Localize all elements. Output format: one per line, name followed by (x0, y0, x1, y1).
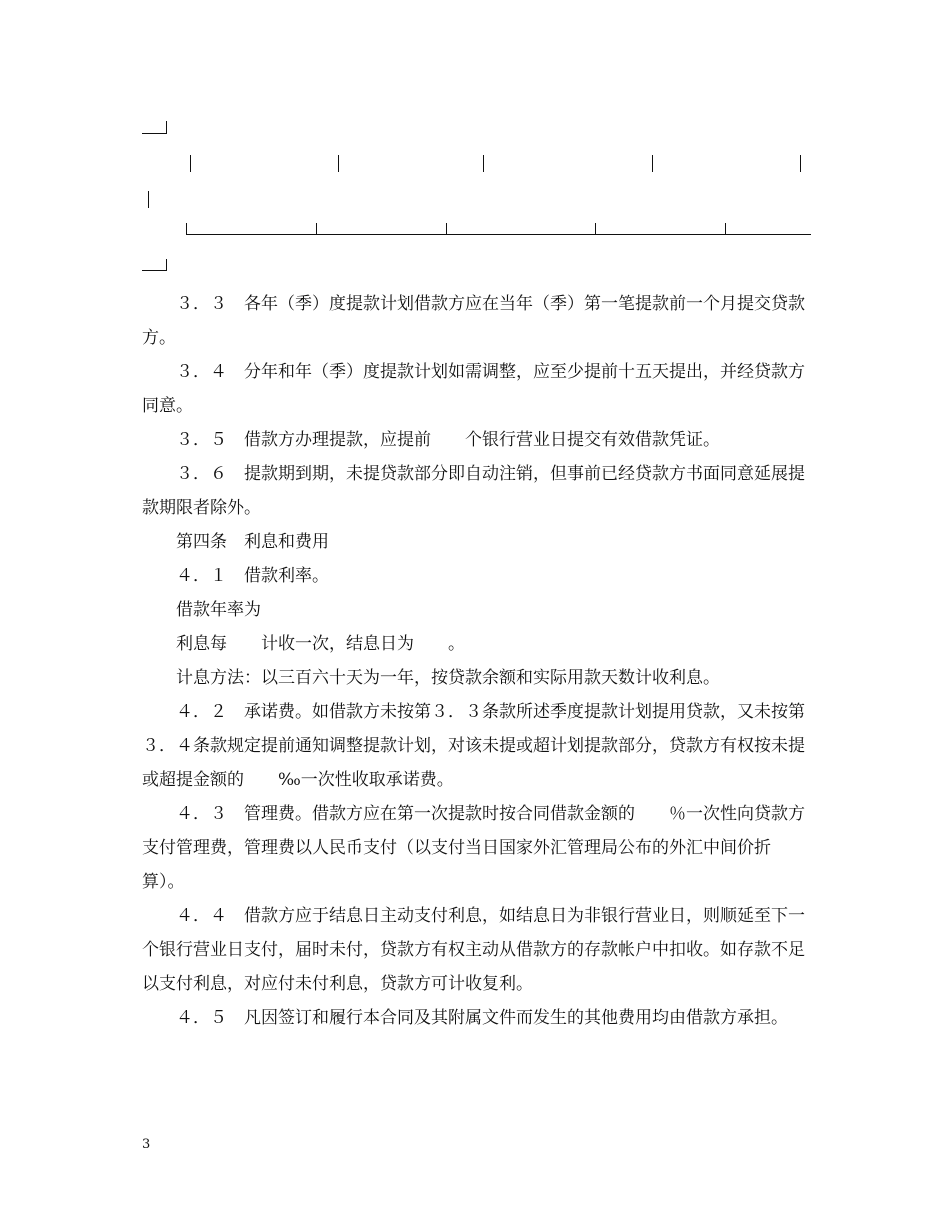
table-rule (186, 223, 187, 235)
clause-4-5: ４．５ 凡因签订和履行本合同及其附属文件而发生的其他费用均由借款方承担。 (176, 1008, 788, 1028)
clause-4-1: ４．１ 借款利率。 (176, 566, 329, 586)
clause-3-6: ３．６ 提款期到期，未提贷款部分即自动注销，但事前已经贷款方书面同意延展提款期限者除外。 (142, 464, 805, 518)
table-rule (190, 155, 191, 172)
table-rule (142, 133, 166, 134)
table-rule (316, 223, 317, 235)
table-rule (142, 270, 166, 271)
table-rule (595, 223, 596, 235)
clause-4-3: ４．３ 管理费。借款方应在第一次提款时按合同借款金额的 ％一次性向贷款方支付管理费，管理费以人民币支付（以支付当日国家外汇管理局公布的外汇中间价折算）。 (142, 804, 805, 892)
article-4-heading: 第四条 利息和费用 (176, 532, 329, 552)
table-rule (725, 223, 726, 235)
clause-4-4: ４．４ 借款方应于结息日主动支付利息，如结息日为非银行营业日，则顺延至下一个银行营业日支付，届时未付，贷款方有权主动从借款方的存款帐户中扣收。如存款不足以支付利息，对应付未付利息，贷款方可计收复利。 (142, 906, 805, 994)
loan-rate-line: 借款年率为 (176, 600, 261, 620)
table-rule (166, 259, 167, 271)
table-rule (446, 223, 447, 235)
interest-method-line: 计息方法：以三百六十天为一年，按贷款余额和实际用款天数计收利息。 (176, 668, 720, 688)
clause-3-3: ３．３ 各年（季）度提款计划借款方应在当年（季）第一笔提款前一个月提交贷款方。 (142, 294, 805, 348)
table-rule (148, 191, 149, 208)
interest-cycle-line: 利息每 计收一次，结息日为 。 (176, 634, 465, 654)
table-rule (338, 155, 339, 172)
page-number: 3 (142, 1137, 151, 1152)
clause-4-2: ４．２ 承诺费。如借款方未按第３．３条款所述季度提款计划提用贷款，又未按第３．４条款规定提前通知调整提款计划，对该未提或超计划提款部分，贷款方有权按未提或超提金额的 ‰一次性收取承诺费。 (142, 702, 805, 790)
table-rule (483, 155, 484, 172)
table-rule (186, 234, 811, 235)
table-rule (166, 121, 167, 134)
clause-3-5: ３．５ 借款方办理提款，应提前 个银行营业日提交有效借款凭证。 (176, 430, 720, 450)
clause-3-4: ３．４ 分年和年（季）度提款计划如需调整，应至少提前十五天提出，并经贷款方同意。 (142, 362, 805, 416)
table-rule (652, 155, 653, 172)
table-rule (800, 155, 801, 172)
